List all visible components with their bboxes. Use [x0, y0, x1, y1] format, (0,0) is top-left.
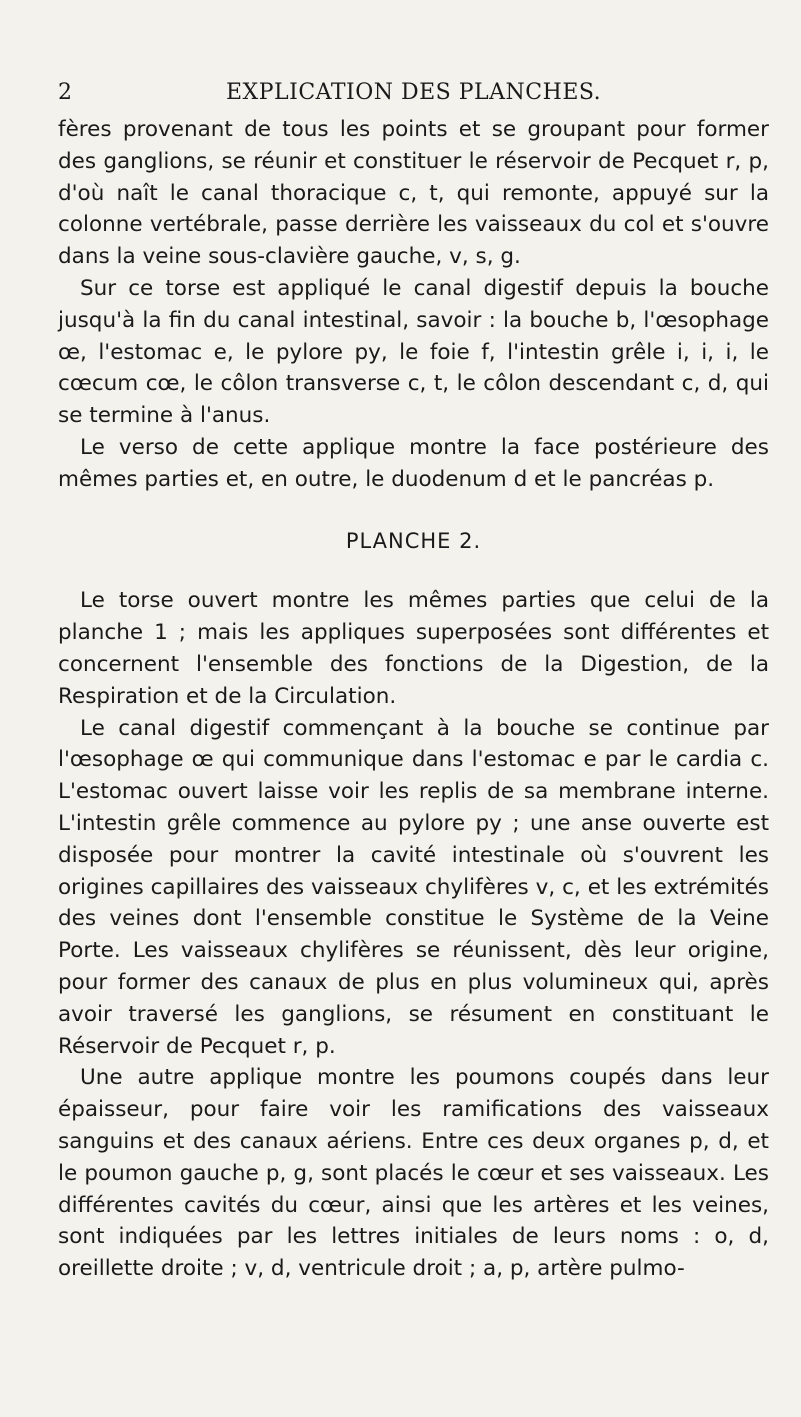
paragraph: Sur ce torse est appliqué le canal digestif depuis la bouche jusqu'à la fin du canal intestinal, savoir : la bouche b, l'œsophage œ, l'estomac e, le pylore py, le foie f, l'intestin grêle i, i, i, le cœcum cœ, le côlon transverse c, t, le côlon descendant c, d, qui se termine à l'anus.: [58, 275, 769, 429]
running-title: EXPLICATION DES PLANCHES.: [226, 80, 602, 105]
paragraph: Le verso de cette applique montre la face postérieure des mêmes parties et, en outre, le duodenum d et le pancréas p.: [58, 434, 769, 492]
running-header: [58, 80, 769, 114]
page-number: 2: [58, 80, 73, 105]
paragraph: fères provenant de tous les points et se groupant pour former des ganglions, se réunir et constituer le réservoir de Pecquet r, p, d'où naît le canal thoracique c, t, qui remonte, appuyé sur la colonne vertébrale, passe derrière les vaisseaux du col et s'ouvre dans la veine sous-clavière gauche, v, s, g.: [58, 117, 769, 270]
plate-heading: PLANCHE 2.: [345, 528, 482, 553]
body-text: [58, 114, 769, 1285]
paragraph: Une autre applique montre les poumons coupés dans leur épaisseur, pour faire voir les ramifications des vaisseaux sanguins et des canaux aériens. Entre ces deux organes p, d, et le poumon gauche p, g, sont placés le cœur et ses vaisseaux. Les différentes cavités du cœur, ainsi que les artères et les veines, sont indiquées par les lettres initiales de leurs noms : o, d, oreillette droite ; v, d, ventricule droit ; a, p, artère pulmo-: [58, 1065, 769, 1282]
paragraph: Le canal digestif commençant à la bouche se continue par l'œsophage œ qui communique dans l'estomac e par le cardia c. L'estomac ouvert laisse voir les replis de sa membrane interne. L'intestin grêle commence au pylore py ; une anse ouverte est disposée pour montrer la cavité intestinale où s'ouvrent les origines capillaires des vaisseaux chylifères v, c, et les extrémités des veines dont l'ensemble constitue le Système de la Veine Porte. Les vaisseaux chylifères se réunissent, dès leur origine, pour former des canaux de plus en plus volumineux qui, après avoir traversé les ganglions, se résument en constituant le Réservoir de Pecquet r, p.: [58, 715, 769, 1059]
paragraph: Le torse ouvert montre les mêmes parties que celui de la planche 1 ; mais les appliques superposées sont différentes et concernent l'ensemble des fonctions de la Digestion, de la Respiration et de la Circulation.: [58, 588, 769, 709]
